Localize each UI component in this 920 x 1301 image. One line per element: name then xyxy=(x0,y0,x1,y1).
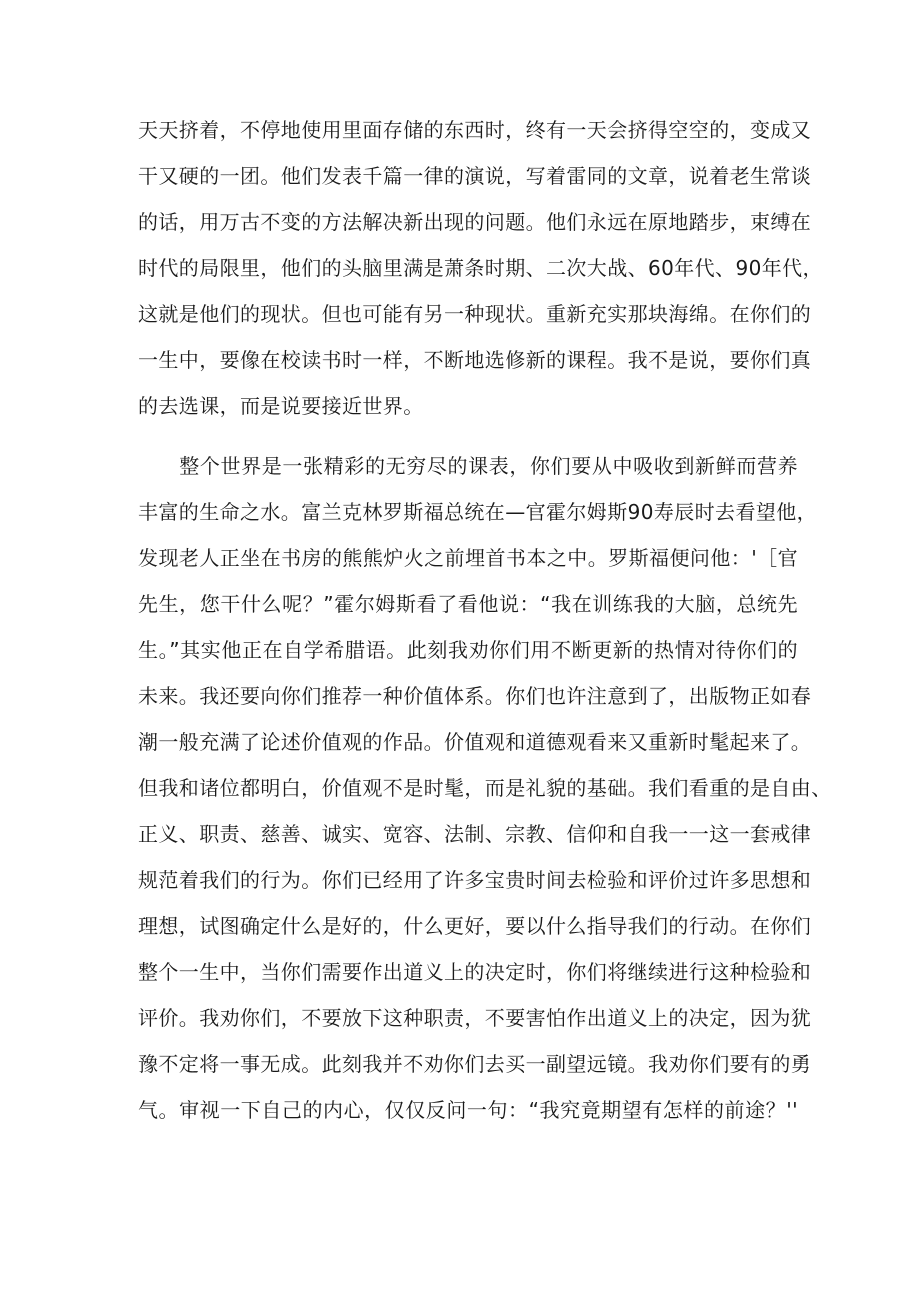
text-line: 先生，您干什么呢？”霍尔姆斯看了看他说：“我在训练我的大脑，总统先 xyxy=(138,592,798,616)
text-line: 正义、职责、慈善、诚实、宽容、法制、宗教、信仰和自我一一这一套戒律 xyxy=(138,822,812,846)
paragraph-1 xyxy=(138,107,823,429)
text-line: 整个一生中，当你们需要作出道义上的决定时，你们将继续进行这种检验和 xyxy=(138,960,812,984)
text-line: 丰富的生命之水。富兰克林罗斯福总统在—官霍尔姆斯90寿辰时去看望他， xyxy=(138,500,818,524)
paragraph-2 xyxy=(138,443,832,1133)
text-line: 的话，用万古不变的方法解决新出现的问题。他们永远在原地踏步，束缚在 xyxy=(138,210,812,234)
text-line: 但我和诸位都明白，价值观不是时髦，而是礼貌的基础。我们看重的是自由、 xyxy=(138,776,832,800)
body-text xyxy=(138,107,832,1133)
text-line: 一生中，要像在校读书时一样，不断地选修新的课程。我不是说，要你们真 xyxy=(138,348,812,372)
text-line: 评价。我劝你们，不要放下这种职责，不要害怕作出道义上的决定，因为犹 xyxy=(138,1006,812,1030)
text-line: 豫不定将一事无成。此刻我并不劝你们去买一副望远镜。我劝你们要有的勇 xyxy=(138,1052,812,1076)
text-line: 整个世界是一张精彩的无穷尽的课表，你们要从中吸收到新鲜而营养 xyxy=(138,454,798,478)
text-line: 时代的局限里，他们的头脑里满是萧条时期、二次大战、60年代、90年代， xyxy=(138,256,823,280)
text-line: 天天挤着，不停地使用里面存储的东西时，终有一天会挤得空空的，变成又 xyxy=(138,118,812,142)
text-line: 这就是他们的现状。但也可能有另一种现状。重新充实那块海绵。在你们的 xyxy=(138,302,812,326)
text-line: 发现老人正坐在书房的熊熊炉火之前埋首书本之中。罗斯福便问他：'［官 xyxy=(138,546,798,570)
text-line: 理想，试图确定什么是好的，什么更好，要以什么指导我们的行动。在你们 xyxy=(138,914,812,938)
text-line: 的去选课，而是说要接近世界。 xyxy=(138,394,424,418)
text-line: 气。审视一下自己的内心，仅仅反问一句：“我究竟期望有怎样的前途？'' xyxy=(138,1098,798,1122)
text-line: 未来。我还要向你们推荐一种价值体系。你们也许注意到了，出版物正如春 xyxy=(138,684,812,708)
text-line: 潮一般充满了论述价值观的作品。价值观和道德观看来又重新时髦起来了。 xyxy=(138,730,812,754)
text-line: 规范着我们的行为。你们已经用了许多宝贵时间去检验和评价过许多思想和 xyxy=(138,868,812,892)
text-line: 生。”其实他正在自学希腊语。此刻我劝你们用不断更新的热情对待你们的 xyxy=(138,638,798,662)
text-line: 干又硬的一团。他们发表千篇一律的演说，写着雷同的文章，说着老生常谈 xyxy=(138,164,812,188)
